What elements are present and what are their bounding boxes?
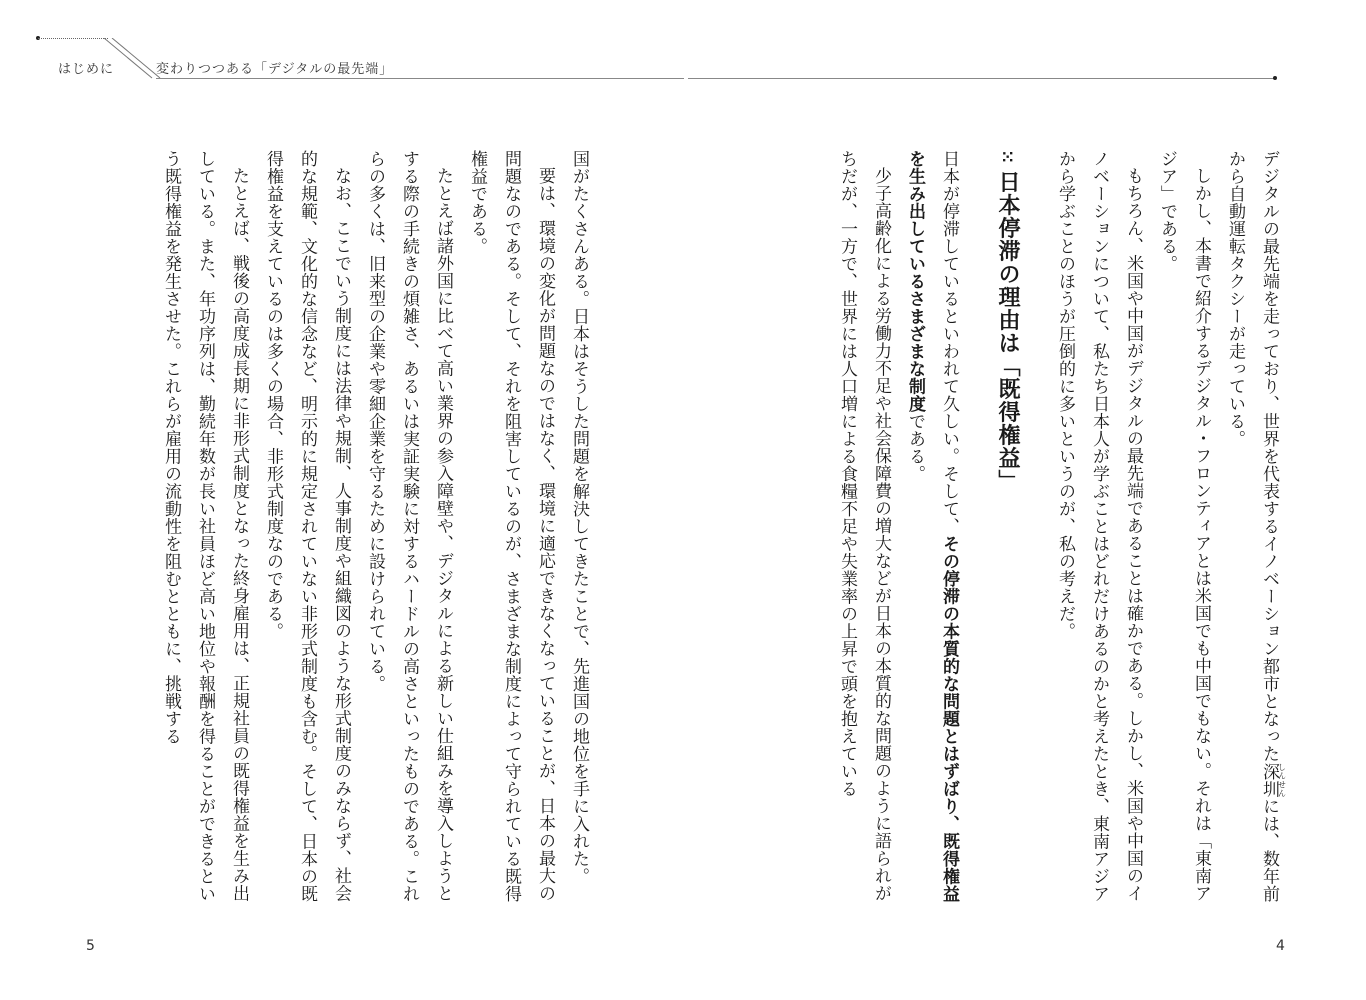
paragraph: 要は、環境の変化が問題なのではなく、環境に適応できなくなっていることが、日本の最大の問題なのである。そして、それを阻害しているのが、さまざまな制度によって守られている既得権益である。 <box>467 150 555 903</box>
paragraph <box>898 150 966 910</box>
page-number-left: 5 <box>86 938 95 954</box>
paragraph: たとえば諸外国に比べて高い業界の参入障壁や、デジタルによる新しい仕組みを導入しようとする際の手続きの煩雑さ、あるいは実証実験に対するハードルの高さといったものである。これらの多くは、旧来型の企業や零細企業を守るために設けられている。 <box>365 150 453 903</box>
text-run: 日本が停滞しているといわれて久しい。そして、 <box>939 150 959 535</box>
paragraph: なお、ここでいう制度には法律や規制、人事制度や組織図のような形式制度のみならず、社会的な規範、文化的な信念など、明示的に規定されていない非形式制度も含む。そして、日本の既得権益を支えているのは多くの場合、非形式制度なのである。 <box>263 150 351 903</box>
ruby-reading: しんせん <box>1277 762 1286 798</box>
paragraph: 少子高齢化による労働力不足や社会保障費の増大などが日本の本質的な問題のように語られがちだが、一方で、世界には人口増による食糧不足や失業率の上昇で頭を抱えている <box>837 150 891 902</box>
paragraph: たとえば、戦後の高度成長期に非形式制度となった終身雇用は、正規社員の既得権益を生み出している。また、年功序列は、勤続年数が長い社員ほど高い地位や報酬を得ることができるという既得権益を発生させた。これらが雇用の流動性を阻むとともに、挑戦する <box>161 150 249 903</box>
text-run: デジタルの最先端を走っており、世界を代表するイノベーション都市となった <box>1259 150 1279 763</box>
header-rule-right <box>688 78 1274 79</box>
section-heading <box>990 150 1024 910</box>
paragraph: もちろん、米国や中国がデジタルの最先端であることは確かである。しかし、米国や中国のイノベーションについて、私たち日本人が学ぶことはどれだけあるのかと考えたとき、東南アジアから学ぶことのほうが圧倒的に多いというのが、私の考えだ。 <box>1055 150 1143 903</box>
page-number-right: 4 <box>1276 938 1285 954</box>
text-run: である。 <box>905 412 925 483</box>
emphasis-text: その停滞の本質的な問題とはずばり、既得権益を生み出しているさまざまな制度 <box>905 150 959 903</box>
section-heading-text: 日本停滞の理由は「既得権益」 <box>995 170 1020 493</box>
square-dots-icon: ⁙ <box>998 150 1017 165</box>
ruby-word <box>1259 762 1286 798</box>
header-dot-right <box>1273 76 1277 80</box>
text-run: には、数年前から自動運転タクシーが走っている。 <box>1225 150 1279 903</box>
ruby-base: 深圳 <box>1259 762 1279 798</box>
header-rule-left <box>156 78 684 79</box>
header-dotted-rule <box>38 38 108 39</box>
paragraph: しかし、本書で紹介するデジタル・フロンティアとは米国でも中国でもない。それは「東南アジア」である。 <box>1157 150 1211 902</box>
paragraph: 国がたくさんある。日本はそうした問題を解決してきたことで、先進国の地位を手に入れた。 <box>569 150 589 885</box>
running-header-title: 変わりつつある「デジタルの最先端」 <box>156 62 394 77</box>
running-header-chapter: はじめに <box>58 62 115 77</box>
left-page-body <box>86 150 596 910</box>
right-page-body <box>786 150 1286 910</box>
paragraph <box>1218 150 1286 910</box>
